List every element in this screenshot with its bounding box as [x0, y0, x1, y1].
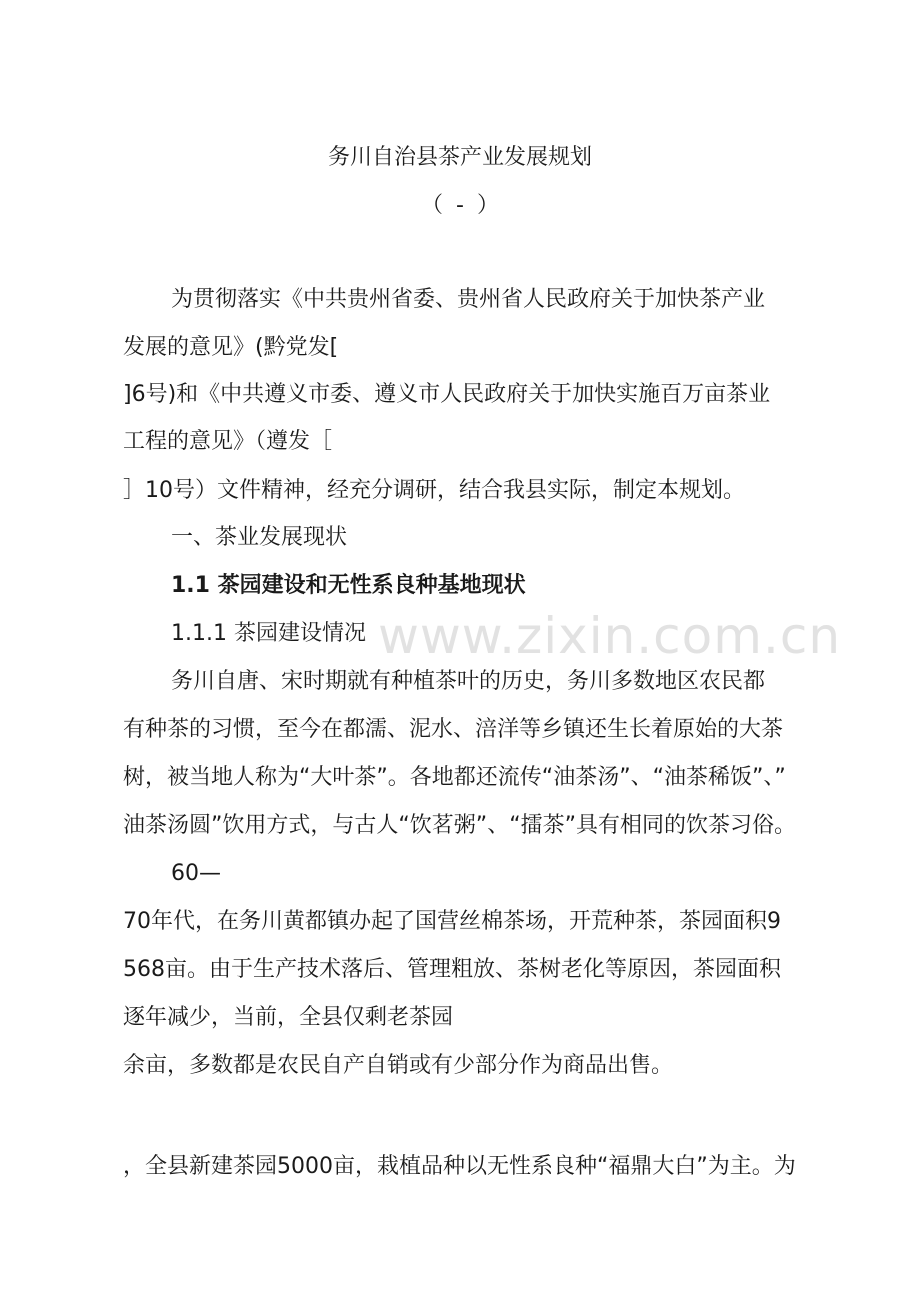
paragraph-line: 有种茶的习惯，至今在都濡、泥水、涪洋等乡镇还生长着原始的大茶 — [123, 717, 784, 742]
paragraph-line: 油茶汤圆”饮用方式，与古人“饮茗粥”、“擂茶”具有相同的饮茶习俗。 — [123, 813, 796, 838]
paragraph-line: 发展的意见》(黔党发[ — [123, 335, 339, 360]
paragraph-line: 为贯彻落实《中共贵州省委、贵州省人民政府关于加快茶产业 — [171, 287, 766, 312]
paragraph-line: ］10号）文件精神，经充分调研，结合我县实际，制定本规划。 — [123, 478, 745, 503]
section-heading: 一、茶业发展现状 — [171, 525, 348, 550]
paragraph-line: 逐年减少，当前，全县仅剩老茶园 — [123, 1005, 454, 1030]
paragraph-line: 70年代，在务川黄都镇办起了国营丝棉茶场，开荒种茶，茶园面积9 — [123, 909, 781, 934]
document-subtitle: （ - ） — [421, 193, 499, 218]
paragraph-line: 余亩，多数都是农民自产自销或有少部分作为商品出售。 — [123, 1053, 674, 1078]
watermark: www.zixin.com.cn — [378, 607, 842, 665]
subsection-heading: 1.1 茶园建设和无性系良种基地现状 — [171, 573, 526, 598]
paragraph-line: 工程的意见》（遵发［ — [123, 429, 333, 454]
paragraph-line: 568亩。由于生产技术落后、管理粗放、茶树老化等原因，茶园面积 — [123, 957, 781, 982]
paragraph-line: 60— — [171, 861, 221, 886]
subsubsection-heading: 1.1.1 茶园建设情况 — [171, 621, 366, 646]
paragraph-line: 树，被当地人称为“大叶茶”。各地都还流传“油茶汤”、“油茶稀饭”、” — [123, 765, 786, 790]
paragraph-line: ]6号)和《中共遵义市委、遵义市人民政府关于加快实施百万亩茶业 — [123, 382, 771, 407]
document-title: 务川自治县茶产业发展规划 — [327, 145, 592, 170]
paragraph-line: 务川自唐、宋时期就有种植茶叶的历史，务川多数地区农民都 — [171, 669, 766, 694]
paragraph-line: ，全县新建茶园5000亩，栽植品种以无性系良种“福鼎大白”为主。为 — [123, 1154, 796, 1179]
